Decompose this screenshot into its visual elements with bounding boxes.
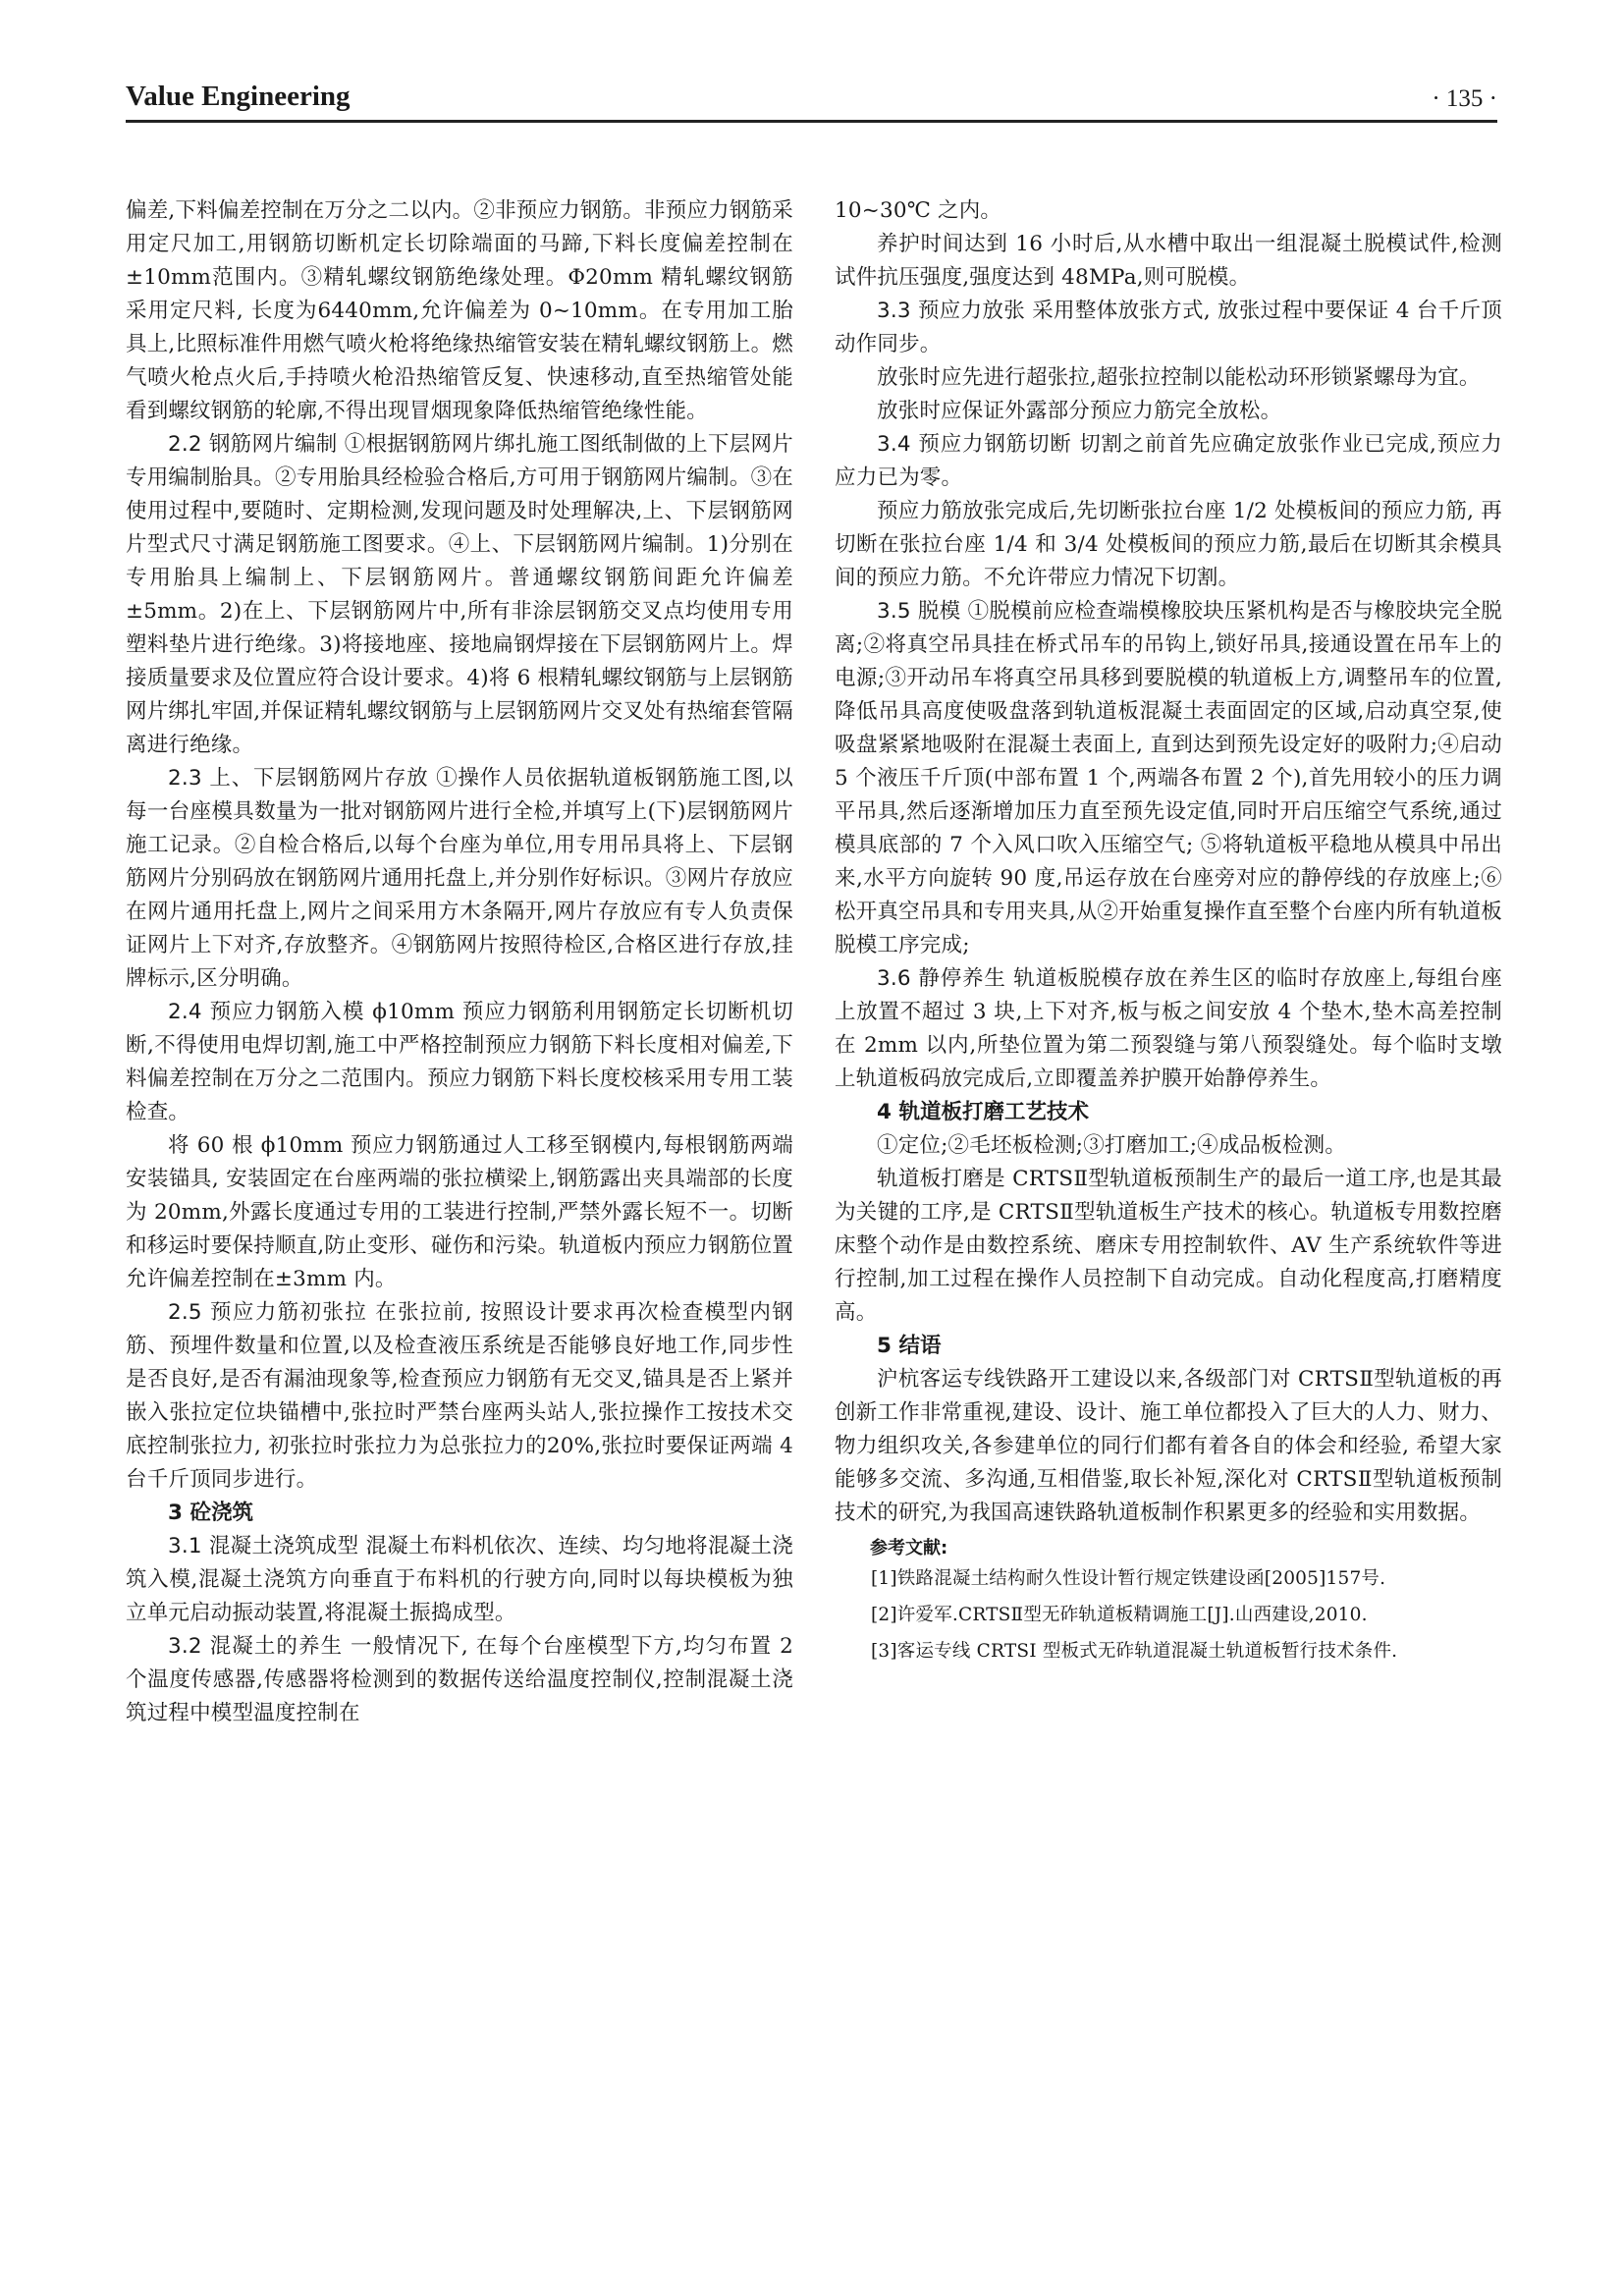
section-2-3 [126,762,793,996]
paragraph: 放张时应保证外露部分预应力筋完全放松。 [877,399,1282,423]
subsection-body: 混凝土布料机依次、连续、均匀地将混凝土浇筑入模,混凝土浇筑方向垂直于布料机的行驶方向,同时以每块模板为独立单元启动振动装置,将混凝土振捣成型。 [126,1534,793,1625]
reference-item: [3]客运专线 CRTSI 型板式无砟轨道混凝土轨道板暂行技术条件. [871,1641,1398,1662]
right-column [835,194,1502,1667]
section-2-5 [126,1296,793,1497]
subsection-title: 2.3 上、下层钢筋网片存放 [168,766,429,791]
subsection-body: 轨道板脱模存放在养生区的临时存放座上,每组台座上放置不超过 3 块,上下对齐,板与板之间安放 4 个垫木,垫木高差控制在 2mm 以内,所垫位置为第二预裂缝与第八预裂缝处。每个临时支墩上轨道板码放完成后,立即覆盖养护膜开始静停养生。 [835,966,1502,1091]
subsection-body: ϕ10mm 预应力钢筋利用钢筋定长切断机切断,不得使用电焊切割,施工中严格控制预应力钢筋下料长度相对偏差,下料偏差控制在万分之二范围内。预应力钢筋下料长度校核采用专用工装检查。 [126,1000,794,1124]
subsection-title: 2.2 钢筋网片编制 [168,432,338,457]
subsection-title: 2.4 预应力钢筋入模 [168,1000,365,1024]
subsection-title: 2.5 预应力筋初张拉 [168,1300,368,1325]
subsection-body: 切割之前首先应确定放张作业已完成,预应力应力已为零。 [835,432,1502,490]
subsection-title: 3.3 预应力放张 [877,299,1026,323]
subsection-body: 在张拉前, 按照设计要求再次检查模型内钢筋、预埋件数量和位置,以及检查液压系统是否能够良好地工作,同步性是否良好,是否有漏油现象等,检查预应力钢筋有无交叉,锚具是否上紧并嵌入张拉定位块锚槽中,张拉时严禁台座两头站人,张拉操作工按技术交底控制张拉力, 初张拉时张拉力为总张拉力的20%,张拉时要保证两端 4 台千斤顶同步进行。 [126,1300,793,1492]
paragraph: ①定位;②毛坯板检测;③打磨加工;④成品板检测。 [877,1133,1347,1158]
page-number: · 135 · [1432,85,1497,112]
subsection-body: ①脱模前应检查端模橡胶块压紧机构是否与橡胶块完全脱离;②将真空吊具挂在桥式吊车的吊钩上,锁好吊具,接通设置在吊车上的电源;③开动吊车将真空吊具移到要脱模的轨道板上方,调整吊车的位置,降低吊具高度使吸盘落到轨道板混凝土表面固定的区域,启动真空泵,使吸盘紧紧地吸附在混凝土表面上, 直到达到预先设定好的吸附力;④启动 5 个液压千斤顶(中部布置 1 个,两端各布置 2 个),首先用较小的压力调平吊具,然后逐渐增加压力直至预先设定值,同时开启压缩空气系统,通过模具底部的 7 个入风口吹入压缩空气; ⑤将轨道板平稳地从模具中吊出来,水平方向旋转 90 度,吊运存放在台座旁对应的静停线的存放座上;⑥松开真空吊具和专用夹具,从②开始重复操作直至整个台座内所有轨道板脱模工序完成; [835,599,1502,957]
page-header [126,81,1497,123]
subsection-title: 3.4 预应力钢筋切断 [877,432,1072,457]
paragraph: 沪杭客运专线铁路开工建设以来,各级部门对 CRTSⅡ型轨道板的再创新工作非常重视,建设、设计、施工单位都投入了巨大的人力、财力、物力组织攻关,各参建单位的同行们都有着各自的体会和经验, 希望大家能够多交流、多沟通,互相借鉴,取长补短,深化对 CRTSⅡ型轨道板预制技术的研究,为我国高速铁路轨道板制作积累更多的经验和实用数据。 [835,1367,1502,1525]
subsection-body: ①操作人员依据轨道板钢筋施工图,以每一台座模具数量为一批对钢筋网片进行全检,并填写上(下)层钢筋网片施工记录。②自检合格后,以每个台座为单位,用专用吊具将上、下层钢筋网片分别码放在钢筋网片通用托盘上,并分别作好标识。③网片存放应在网片通用托盘上,网片之间采用方木条隔开,网片存放应有专人负责保证网片上下对齐,存放整齐。④钢筋网片按照待检区,合格区进行存放,挂牌标示,区分明确。 [126,766,793,991]
section-3-3 [835,295,1502,361]
section-3-4 [835,428,1502,495]
subsection-title: 3.5 脱模 [877,599,961,624]
subsection-body: ①根据钢筋网片绑扎施工图纸制做的上下层网片专用编制胎具。②专用胎具经检验合格后,方可用于钢筋网片编制。③在使用过程中,要随时、定期检测,发现问题及时处理解决,上、下层钢筋网片型式尺寸满足钢筋施工图要求。④上、下层钢筋网片编制。1)分别在专用胎具上编制上、下层钢筋网片。普通螺纹钢筋间距允许偏差±5mm。2)在上、下层钢筋网片中,所有非涂层钢筋交叉点均使用专用塑料垫片进行绝缘。3)将接地座、接地扁钢焊接在下层钢筋网片上。焊接质量要求及位置应符合设计要求。4)将 6 根精轧螺纹钢筋与上层钢筋网片绑扎牢固,并保证精轧螺纹钢筋与上层钢筋网片交叉处有热缩套管隔离进行绝缘。 [126,432,793,757]
journal-title: Value Engineering [126,81,351,112]
section-heading-4: 4 轨道板打磨工艺技术 [877,1100,1089,1124]
paragraph: 轨道板打磨是 CRTSⅡ型轨道板预制生产的最后一道工序,也是其最为关键的工序,是 CRTSⅡ型轨道板生产技术的核心。轨道板专用数控磨床整个动作是由数控系统、磨床专用控制软件、AV 生产系统软件等进行控制,加工过程在操作人员控制下自动完成。自动化程度高,打磨精度高。 [835,1167,1502,1325]
section-heading-3: 3 砼浇筑 [168,1501,253,1525]
subsection-body: 一般情况下, 在每个台座模型下方,均匀布置 2 个温度传感器,传感器将检测到的数据传送给温度控制仪,控制混凝土浇筑过程中模型温度控制在 [126,1634,793,1725]
paragraph: 偏差,下料偏差控制在万分之二以内。②非预应力钢筋。非预应力钢筋采用定尺加工,用钢筋切断机定长切除端面的马蹄,下料长度偏差控制在±10mm范围内。③精轧螺纹钢筋绝缘处理。Φ20mm 精轧螺纹钢筋采用定尺料, 长度为6440mm,允许偏差为 0~10mm。在专用加工胎具上,比照标准件用燃气喷火枪将绝缘热缩管安装在精轧螺纹钢筋上。燃气喷火枪点火后,手持喷火枪沿热缩管反复、快速移动,直至热缩管处能看到螺纹钢筋的轮廓,不得出现冒烟现象降低热缩管绝缘性能。 [126,198,793,423]
paragraph: 养护时间达到 16 小时后,从水槽中取出一组混凝土脱模试件,检测试件抗压强度,强度达到 48MPa,则可脱模。 [835,232,1502,290]
references-title: 参考文献: [870,1538,948,1558]
section-2-2 [126,428,793,762]
subsection-title: 3.6 静停养生 [877,966,1006,991]
paragraph: 将 60 根 ϕ10mm 预应力钢筋通过人工移至钢模内,每根钢筋两端安装锚具, 安装固定在台座两端的张拉横梁上,钢筋露出夹具端部的长度为 20mm,外露长度通过专用的工装进行控制,严禁外露长短不一。切断和移运时要保持顺直,防止变形、碰伤和污染。轨道板内预应力钢筋位置允许偏差控制在±3mm 内。 [126,1133,793,1291]
subsection-title: 3.2 混凝土的养生 [168,1634,344,1659]
paragraph: 10~30℃ 之内。 [835,198,1002,223]
paragraph: 放张时应先进行超张拉,超张拉控制以能松动环形锁紧螺母为宜。 [877,365,1481,390]
paragraph: 预应力筋放张完成后,先切断张拉台座 1/2 处模板间的预应力筋, 再切断在张拉台座 1/4 和 3/4 处模板间的预应力筋,最后在切断其余模具间的预应力筋。不允许带应力情况下切割。 [835,499,1502,590]
section-heading-5: 5 结语 [877,1334,942,1358]
section-3-1 [126,1530,793,1630]
reference-item: [2]许爱军.CRTSⅡ型无砟轨道板精调施工[J].山西建设,2010. [871,1605,1368,1625]
section-3-5 [835,595,1502,962]
reference-item: [1]铁路混凝土结构耐久性设计暂行规定铁建设函[2005]157号. [871,1568,1386,1589]
subsection-title: 3.1 混凝土浇筑成型 [168,1534,359,1558]
subsection-body: 采用整体放张方式, 放张过程中要保证 4 台千斤顶动作同步。 [835,299,1502,356]
section-3-6 [835,962,1502,1096]
section-2-4 [126,996,793,1129]
section-3-2 [126,1630,793,1730]
left-column [126,194,793,1730]
